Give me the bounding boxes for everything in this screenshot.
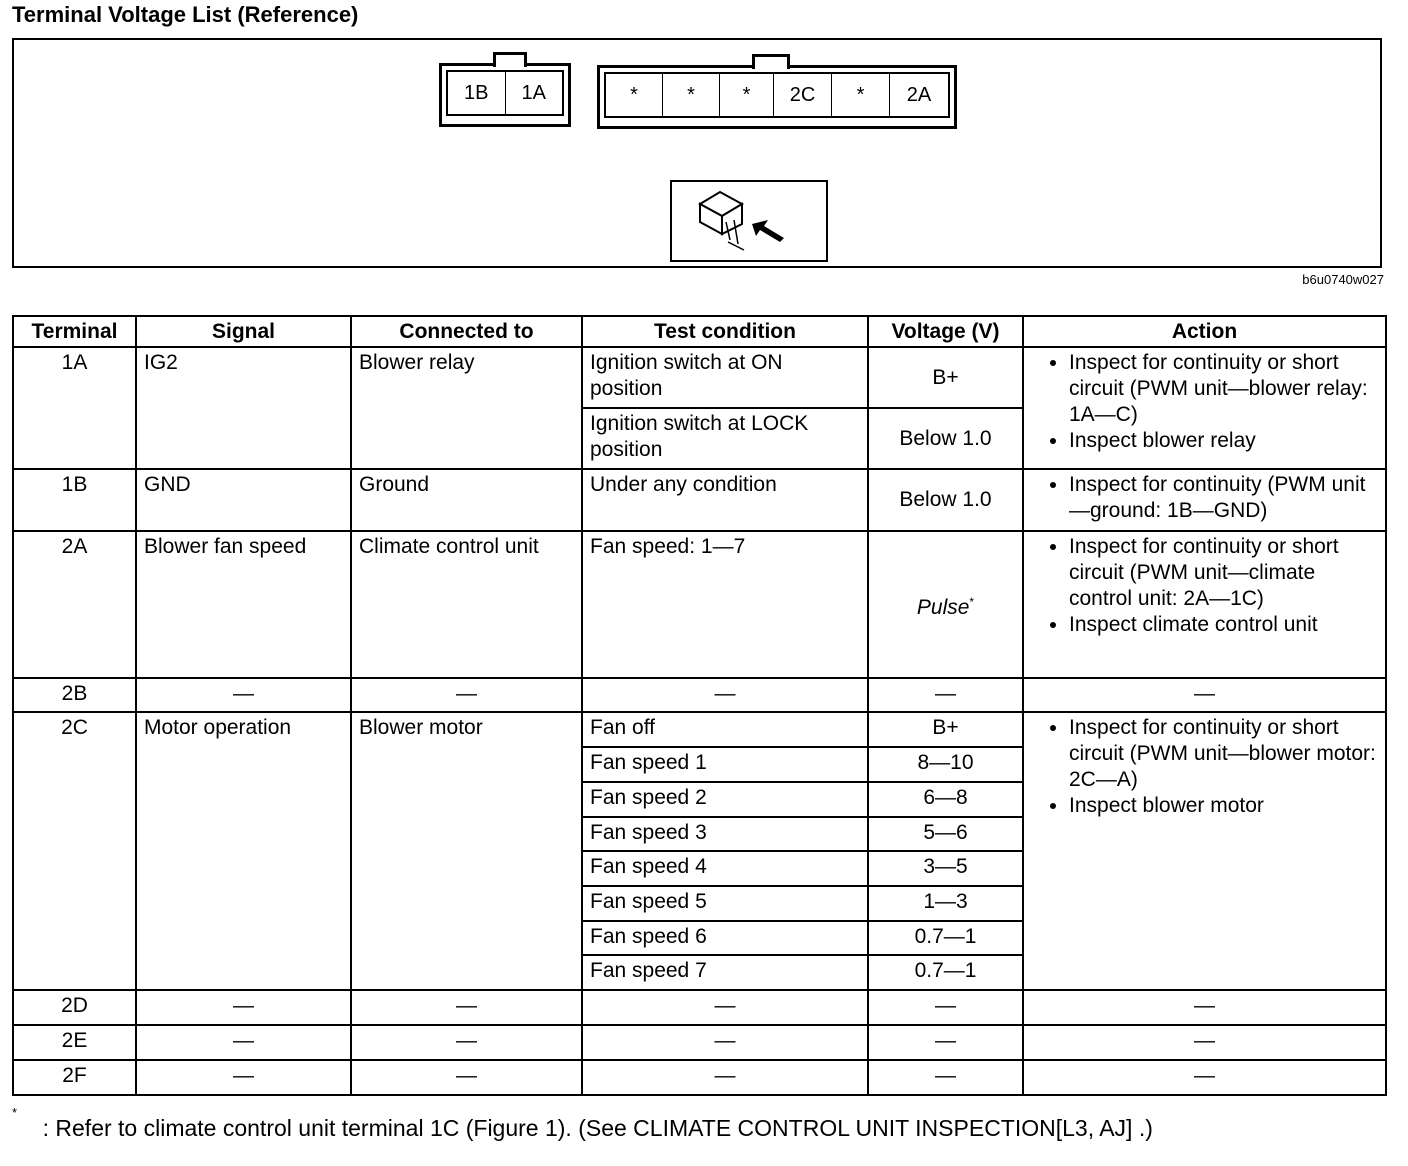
voltage: B+ [868,347,1023,408]
pin-2C: 2C [774,74,832,116]
voltage: 0.7—1 [868,921,1023,955]
connected-to: — [351,678,582,712]
test-condition: Ignition switch at LOCK position [582,408,868,469]
connector-2 [597,65,957,129]
action [1023,469,1386,531]
table-row [13,469,1386,531]
page-title: Terminal Voltage List (Reference) [12,2,359,27]
table-row [13,347,1386,408]
table-row [13,531,1386,678]
pin: * [832,74,890,116]
voltage: — [868,678,1023,712]
action [1023,531,1386,678]
voltage: — [868,990,1023,1025]
table-row [13,990,1386,1025]
voltage: Below 1.0 [868,469,1023,531]
table-row [13,678,1386,712]
test-condition: Ignition switch at ON position [582,347,868,408]
footnote-mark: * [969,594,975,609]
signal: Blower fan speed [136,531,351,678]
action-item: • Inspect blower relay [1069,428,1378,454]
action-item: • Inspect for continuity or short circuit (PWM unit—blower motor: 2C—A) [1069,715,1378,793]
signal: — [136,1060,351,1095]
test-condition: Fan speed: 1—7 [582,531,868,678]
pin: * [663,74,720,116]
pin: * [720,74,774,116]
table-row [13,1060,1386,1095]
voltage: Below 1.0 [868,408,1023,469]
col-action: Action [1023,316,1386,347]
voltage: 8—10 [868,747,1023,782]
table-row [13,712,1386,747]
voltage: — [868,1025,1023,1060]
test-condition: — [582,1025,868,1060]
action: — [1023,678,1386,712]
pin-2A: 2A [906,83,932,106]
pin: * [606,74,663,116]
connector-view-icon [670,180,828,262]
col-test-condition: Test condition [582,316,868,347]
action-item: • Inspect blower motor [1069,793,1378,819]
test-condition: Fan speed 6 [582,921,868,955]
connected-to: Ground [351,469,582,531]
action-item: • Inspect for continuity (PWM unit—ground: 1B—GND) [1069,472,1378,524]
terminal-voltage-table [12,315,1387,1096]
voltage: 0.7—1 [868,955,1023,990]
action: — [1023,990,1386,1025]
connected-to: — [351,1025,582,1060]
voltage: — [868,1060,1023,1095]
action [1023,347,1386,469]
connected-to: — [351,1060,582,1095]
test-condition: — [582,1060,868,1095]
voltage: 3—5 [868,851,1023,886]
table-header [13,316,1386,347]
signal: — [136,1025,351,1060]
terminal: 2D [13,990,136,1025]
footnote-mark: * [12,1105,18,1121]
connector-1 [439,63,571,127]
test-condition: Fan off [582,712,868,747]
test-condition: Fan speed 4 [582,851,868,886]
terminal: 2A [13,531,136,678]
test-condition: Fan speed 2 [582,782,868,817]
connected-to: Blower motor [351,712,582,990]
voltage: 5—6 [868,817,1023,851]
voltage [868,531,1023,678]
col-voltage: Voltage (V) [868,316,1023,347]
action [1023,712,1386,990]
voltage: 1—3 [868,886,1023,921]
test-condition: Fan speed 5 [582,886,868,921]
voltage: 6—8 [868,782,1023,817]
test-condition: Under any condition [582,469,868,531]
footnote-text: : Refer to climate control unit terminal 1C (Figure 1). (See CLIMATE CONTROL UNIT INSPECTION[L3, AJ] .) [42,1115,1153,1141]
col-signal: Signal [136,316,351,347]
terminal: 2B [13,678,136,712]
connector-figure [12,38,1382,268]
test-condition: Fan speed 1 [582,747,868,782]
signal: GND [136,469,351,531]
test-condition: Fan speed 7 [582,955,868,990]
footnote [12,1105,1153,1142]
col-terminal: Terminal [13,316,136,347]
terminal: 2E [13,1025,136,1060]
action-item: • Inspect climate control unit [1069,612,1378,638]
voltage: B+ [868,712,1023,747]
action-item: • Inspect for continuity or short circuit (PWM unit—climate control unit: 2A—1C) [1069,534,1378,612]
connected-to: Climate control unit [351,531,582,678]
action: — [1023,1025,1386,1060]
test-condition: — [582,678,868,712]
signal: — [136,678,351,712]
pin-1B: 1B [448,72,506,114]
test-condition: Fan speed 3 [582,817,868,851]
terminal: 1B [13,469,136,531]
signal: IG2 [136,347,351,469]
terminal: 2C [13,712,136,990]
connected-to: Blower relay [351,347,582,469]
col-connected-to: Connected to [351,316,582,347]
table-row [13,1025,1386,1060]
test-condition: — [582,990,868,1025]
connected-to: — [351,990,582,1025]
signal: — [136,990,351,1025]
pin-1A: 1A [521,81,546,104]
voltage-value: Pulse [916,595,970,619]
terminal: 1A [13,347,136,469]
action-item: • Inspect for continuity or short circuit (PWM unit—blower relay: 1A—C) [1069,350,1378,428]
terminal: 2F [13,1060,136,1095]
signal: Motor operation [136,712,351,990]
figure-id: b6u0740w027 [1302,272,1384,287]
action: — [1023,1060,1386,1095]
